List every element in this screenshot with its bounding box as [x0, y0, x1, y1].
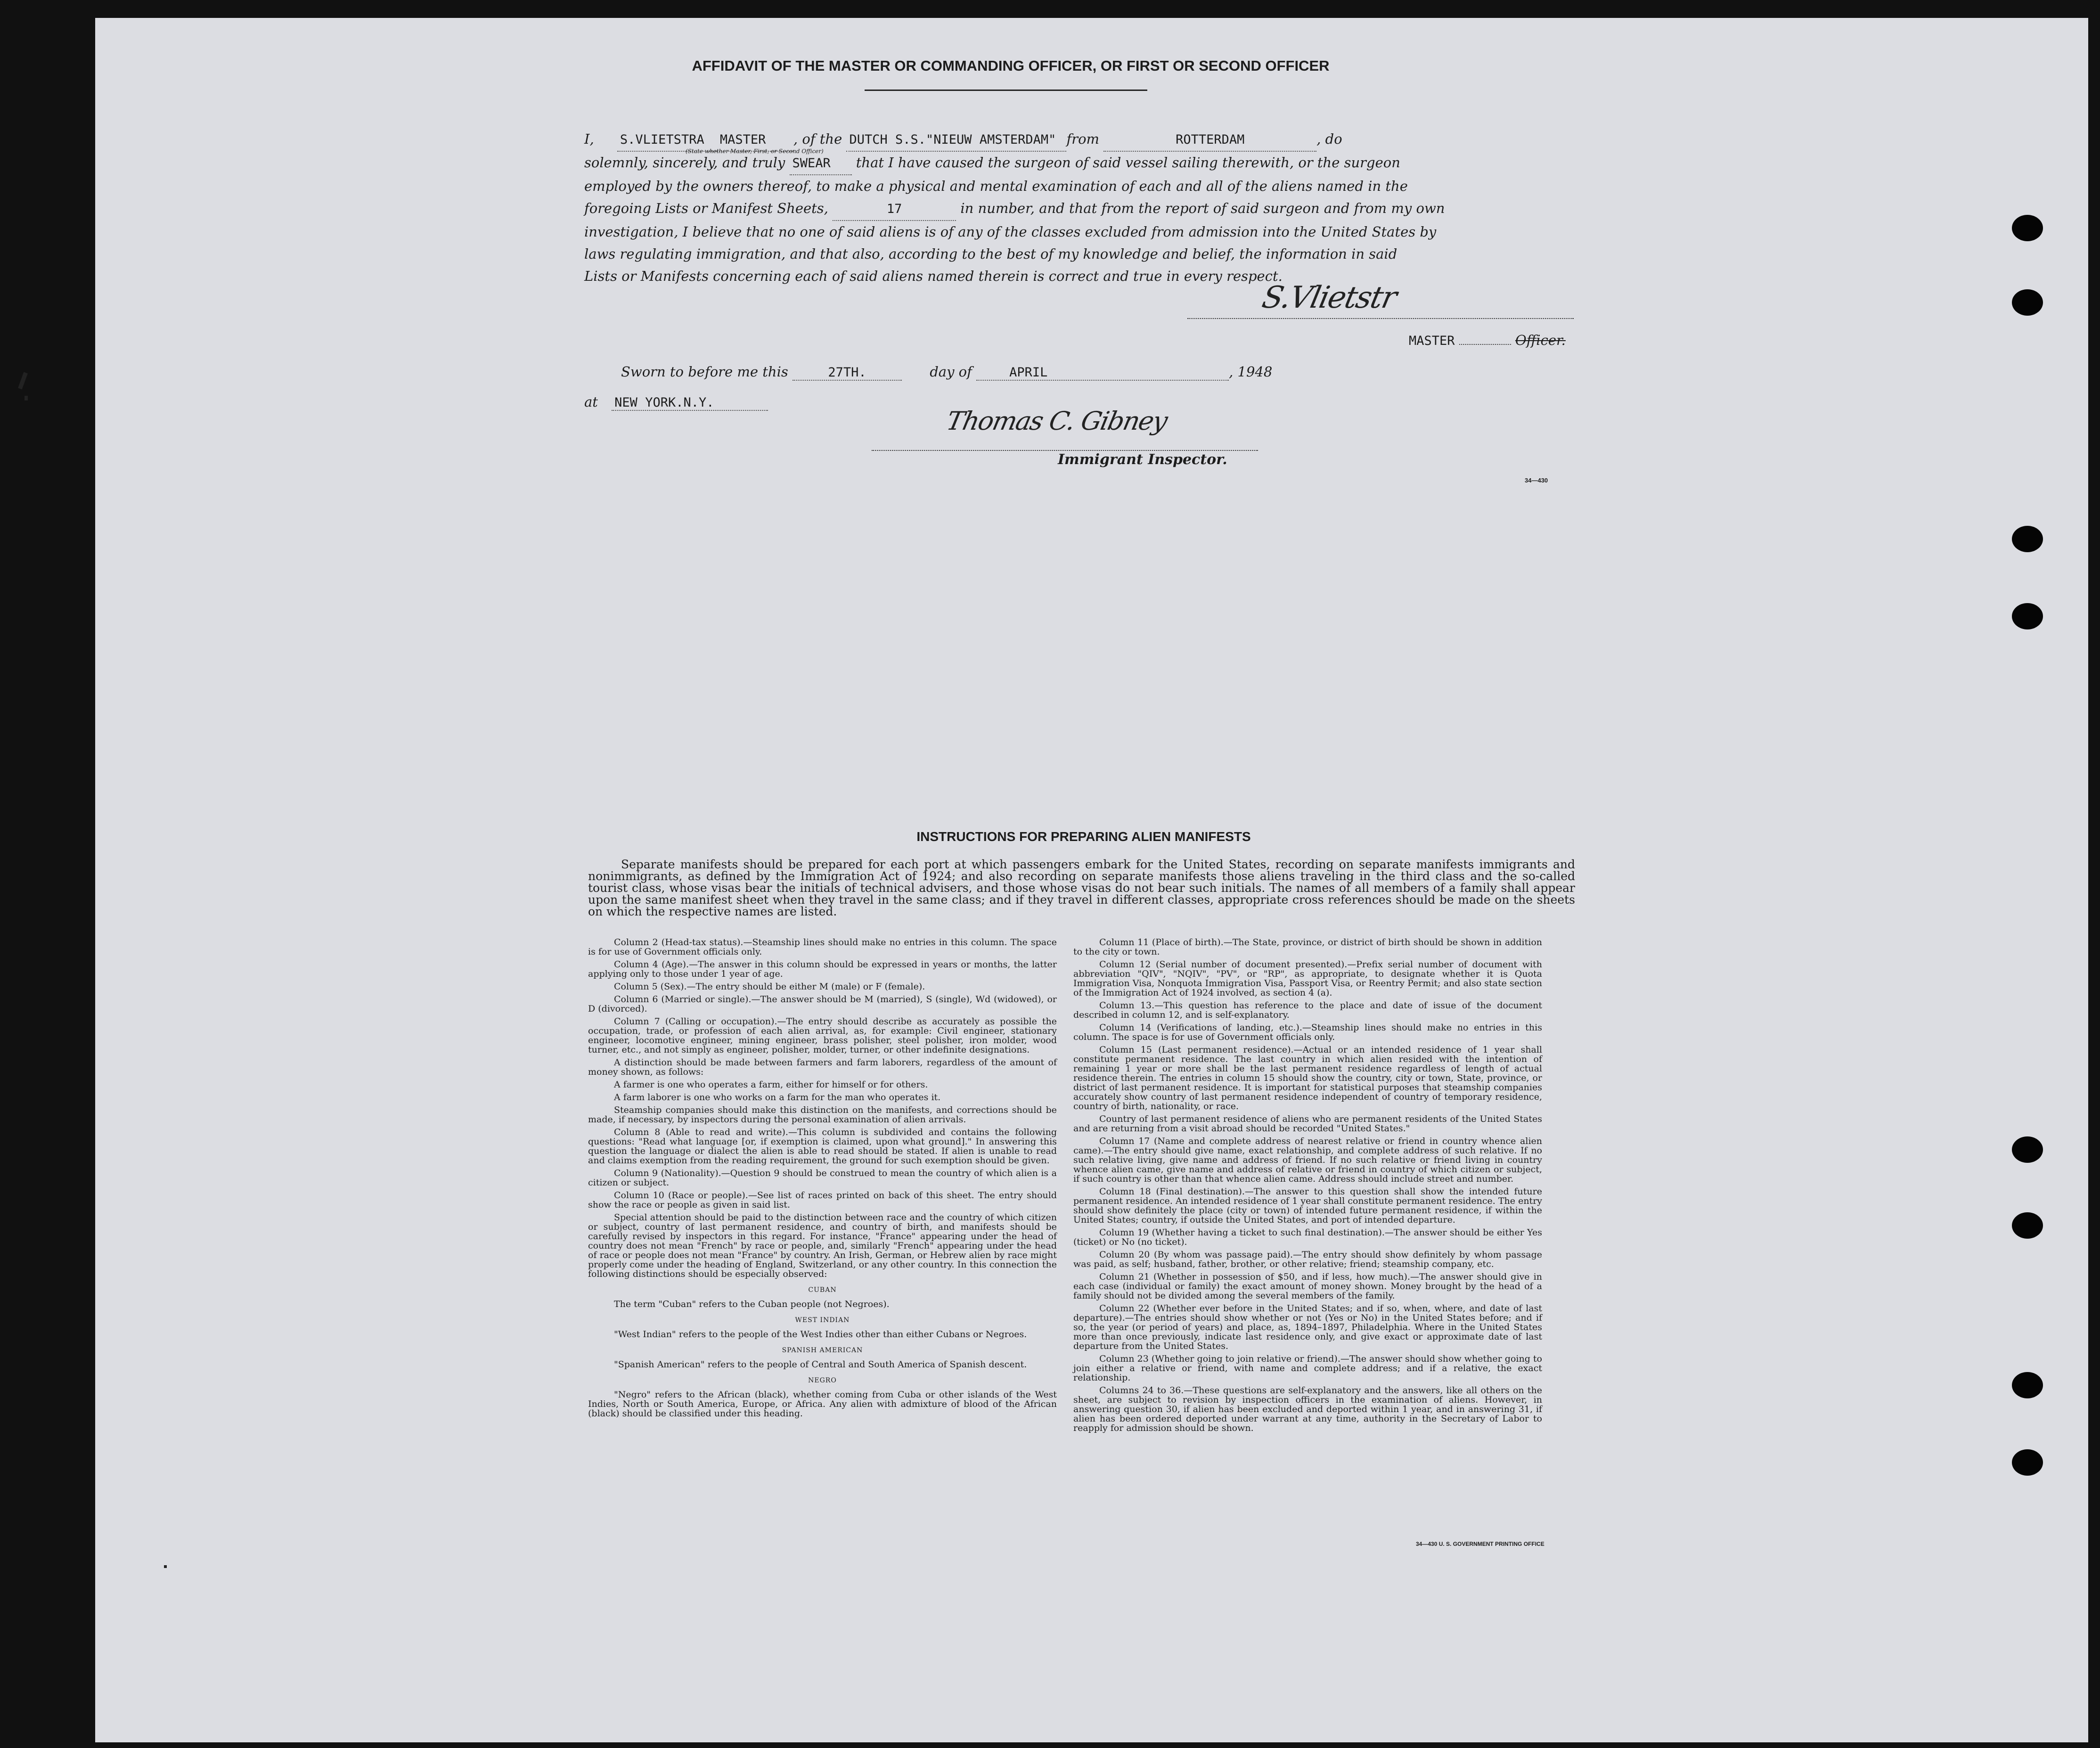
departure-port: ROTTERDAM: [1103, 129, 1316, 152]
of-the-text: , of the: [793, 131, 842, 147]
instruction-paragraph: Column 13.—This question has reference to the place and date of issue of the document described in column 12, and is self-explanatory.: [1073, 1000, 1542, 1020]
instruction-paragraph: A farm laborer is one who works on a farm for the man who operates it.: [614, 1092, 941, 1103]
master-signature-line: [1187, 318, 1574, 319]
instruction-paragraph: Column 6 (Married or single).—The answer should be M (married), S (single), Wd (widowed), or D (divorced).: [588, 994, 1057, 1014]
instructions-title: INSTRUCTIONS FOR PREPARING ALIEN MANIFESTS: [916, 829, 1251, 844]
punch-hole: [2012, 1136, 2043, 1163]
master-signature: S.Vlietstr: [1259, 280, 1399, 315]
instruction-paragraph: Column 7 (Calling or occupation).—The entry should describe as accurately as possible the occupation, trade, or profession of each alien arrival, as, for example: Civil engineer, stationary engineer, locomotive engineer, mining engineer, brass polisher, steel polisher, iron molder, wood turner, etc., and not simply as engineer, polisher, molder, turner, or other indefinite designations.: [588, 1016, 1057, 1055]
instruction-paragraph: Column 12 (Serial number of document presented).—Prefix serial number of document with abbreviation "QIV", "NQIV", "PV", or "RP", as appropriate, to designate whether it is Quota Immigration Visa, Nonquota Immigration Visa, Passport Visa, or Reentry Permit; and also state section of the Immigration Act of 1924 involved, as section 4 (a).: [1073, 959, 1542, 998]
do-text: , do: [1316, 131, 1342, 147]
stray-mark: [25, 396, 28, 400]
rank-note: (State whether Master, First, or Second Officer): [686, 148, 824, 155]
punch-hole: [2012, 1372, 2043, 1398]
instruction-paragraph: Special attention should be paid to the distinction between race and the country of which citizen or subject, country of last permanent residence, and country of birth, and manifests should be carefully revised by inspectors in this regard. For instance, "France" appearing under the head of country does not mean "French" by race or people, and, similarly "French" appearing under the head of race or people does not mean "France" by country. An Irish, German, or Hebrew alien by race might properly come under the heading of England, Switzerland, or any other country. In this connection the following distinctions should be especially observed:: [588, 1212, 1057, 1279]
instruction-paragraph: Column 14 (Verifications of landing, etc.).—Steamship lines should make no entries in this column. The space is for use of Government officials only.: [1073, 1022, 1542, 1042]
master-title-line: MASTER Officer.: [1409, 332, 1566, 348]
form-number: 34—430: [1525, 477, 1548, 484]
sheet-count: 17: [833, 198, 956, 221]
instruction-paragraph: A distinction should be made between farmers and farm laborers, regardless of the amount of money shown, as follows:: [588, 1057, 1057, 1077]
instruction-paragraph: Column 5 (Sex).—The entry should be either M (male) or F (female).: [614, 981, 925, 992]
instruction-paragraph: Column 11 (Place of birth).—The State, province, or district of birth should be shown in addition to the city or town.: [1073, 937, 1542, 957]
punch-hole: [2012, 215, 2043, 241]
sworn-month: APRIL: [976, 365, 1229, 381]
sworn-line: Sworn to before me this 27TH. day of APRIL , 1948: [621, 364, 1273, 380]
instructions-intro: Separate manifests should be prepared for each port at which passengers embark for the United States, recording on separate manifests immigrants and nonimmigrants, as defined by the Immigration Act of 1924; and also recording on separate manifests those aliens traveling in the third class and the so-called tourist class, whose visas bear the initials of technical advisers, and those whose visas do not bear such initials. The names of all members of a family shall appear upon the same manifest sheet when they travel in the same class; and if they travel in different classes, appropriate cross references should be made on the sheets on which the respective names are listed.: [588, 858, 1575, 918]
punch-hole: [2012, 289, 2043, 316]
negro-definition: "Negro" refers to the African (black), whether coming from Cuba or other islands of the West Indies, North or South America, Europe, or Africa. Any alien with admixture of blood of the African (black) should be classified under this heading.: [588, 1389, 1057, 1419]
instruction-paragraph: Steamship companies should make this distinction on the manifests, and corrections should be made, if necessary, by inspectors during the personal examination of alien arrivals.: [588, 1105, 1057, 1125]
inspector-signature-line: [872, 450, 1258, 451]
printing-office-footer: 34—430 U. S. GOVERNMENT PRINTING OFFICE: [1416, 1541, 1544, 1547]
instruction-paragraph: Column 15 (Last permanent residence).—Actual or an intended residence of 1 year shall constitute permanent residence. The last country in which alien resided with the intention of remaining 1 year or more shall be the last permanent residence regardless of length of actual residence therein. The entries in column 15 should show the country, city or town, State, province, or district of last permanent residence. It is important for statistical purposes that steamship companies accurately show country of last permanent residence independent of country of temporary residence, country of birth, nationality, or race.: [1073, 1045, 1542, 1111]
instruction-paragraph: Column 19 (Whether having a ticket to such final destination).—The answer should be either Yes (ticket) or No (no ticket).: [1073, 1227, 1542, 1247]
sworn-place-line: at NEW YORK.N.Y.: [584, 394, 768, 411]
spanish-american-heading: SPANISH AMERICAN: [782, 1347, 863, 1354]
cuban-definition: The term "Cuban" refers to the Cuban people (not Negroes).: [614, 1299, 890, 1309]
affidavit-line-5: investigation, I believe that no one of said aliens is of any of the classes excluded from admission into the United States by: [584, 224, 1437, 240]
affidavit-line-2: solemnly, sincerely, and truly SWEAR that I have caused the surgeon of said vessel sailing therewith, or the surgeon: [584, 152, 1574, 175]
west-indian-heading: WEST INDIAN: [795, 1316, 850, 1324]
west-indian-definition: "West Indian" refers to the people of the West Indies other than either Cubans or Negroes.: [614, 1329, 1027, 1340]
master-name: S.VLIETSTRA: [617, 129, 717, 152]
cuban-heading: CUBAN: [808, 1286, 837, 1294]
instruction-paragraph: Column 2 (Head-tax status).—Steamship lines should make no entries in this column. The space is for use of Government officials only.: [588, 937, 1057, 957]
instructions-right-column: [1073, 938, 1542, 1436]
affidavit-pronoun: I,: [584, 131, 594, 147]
stray-mark: [164, 1565, 167, 1568]
sworn-year: , 1948: [1229, 364, 1273, 380]
instructions-left-column: [588, 938, 1057, 1421]
instruction-paragraph: Column 17 (Name and complete address of nearest relative or friend in country whence alien came).—The entry should give name, exact relationship, and complete address of such relative. If no such relative living, give name and address of friend. If no such relative or friend living in country whence alien came, give name and address of relative or friend in country of which citizen or subject, if such country is other than that whence alien came. Address should include street and number.: [1073, 1136, 1542, 1184]
vessel-name: DUTCH S.S."NIEUW AMSTERDAM": [846, 129, 1066, 152]
instruction-paragraph: Column 18 (Final destination).—The answer to this question shall show the intended future permanent residence. An intended residence of 1 year shall constitute permanent residence. The entry should show definitely the place (city or town) of intended future permanent residence, if within the United States; country, if outside the United States, and port of intended departure.: [1073, 1186, 1543, 1225]
instruction-paragraph: Column 4 (Age).—The answer in this column should be expressed in years or months, the latter applying only to those under 1 year of age.: [588, 959, 1057, 979]
stray-mark: [18, 372, 28, 390]
punch-hole: [2012, 603, 2043, 629]
sworn-day: 27TH.: [793, 365, 902, 381]
affidavit-title: AFFIDAVIT OF THE MASTER OR COMMANDING OFFICER, OR FIRST OR SECOND OFFICER: [692, 57, 1330, 74]
inspector-signature: Thomas C. Gibney: [944, 406, 1170, 436]
punch-hole: [2012, 1449, 2043, 1476]
instruction-paragraph: Column 22 (Whether ever before in the United States; and if so, when, where, and date of last departure).—The entries should show whether or not (Yes or No) in the United States before; and if so, the year (or period of years) and place, as, 1894–1897, Philadelphia. Where in the United States more than once previously, indicate last residence only, and give exact or approximate date of last departure from the United States.: [1073, 1303, 1542, 1351]
affidavit-line-7: Lists or Manifests concerning each of said aliens named therein is correct and true in every respect.: [584, 268, 1283, 284]
instruction-paragraph: Country of last permanent residence of aliens who are permanent residents of the United States and are returning from a visit abroad should be recorded "United States.": [1073, 1114, 1542, 1134]
instruction-paragraph: Column 9 (Nationality).—Question 9 should be construed to mean the country of which alien is a citizen or subject.: [588, 1168, 1057, 1188]
instruction-paragraph: Column 23 (Whether going to join relative or friend).—The answer should show whether going to join either a relative or friend, with name and complete address; and if a relative, the exact relationship.: [1073, 1354, 1542, 1383]
oath-word: SWEAR: [790, 152, 852, 175]
instruction-paragraph: Column 20 (By whom was passage paid).—The entry should show definitely by whom passage was paid, as self; husband, father, brother, or other relative; friend; steamship company, etc.: [1073, 1250, 1542, 1269]
inspector-title: Immigrant Inspector.: [1058, 451, 1227, 468]
officer-rank: MASTER: [717, 129, 793, 152]
affidavit-line-3: employed by the owners thereof, to make a physical and mental examination of each and all of the aliens named in the: [584, 178, 1408, 194]
instruction-paragraph: Columns 24 to 36.—These questions are self-explanatory and the answers, like all others on the sheet, are subject to revision by inspection officers in the examination of aliens. However, in answering question 30, if alien has been excluded and deported within 1 year, and in answering 31, if alien has been ordered deported under warrant at any time, authority in the Secretary of Labor to reapply for admission should be shown.: [1073, 1385, 1542, 1433]
instruction-paragraph: Column 10 (Race or people).—See list of races printed on back of this sheet. The entry should show the race or people as given in said list.: [588, 1190, 1057, 1210]
punch-hole: [2012, 1212, 2043, 1239]
instruction-paragraph: Column 8 (Able to read and write).—This column is subdivided and contains the following questions: "Read what language [or, if exemption is claimed, upon what ground]." In answering this question the language or dialect the alien is able to read should be stated. If alien is unable to read and claims exemption from the reading requirement, the ground for such exemption should be given.: [588, 1127, 1057, 1166]
instruction-paragraph: Column 21 (Whether in possession of $50, and if less, how much).—The answer should give in each case (individual or family) the exact amount of money shown. Money brought by the head of a family should not be divided among the several members of the family.: [1073, 1272, 1542, 1301]
affidavit-line-6: laws regulating immigration, and that also, according to the best of my knowledge and belief, the information in said: [584, 246, 1397, 262]
negro-heading: NEGRO: [808, 1377, 837, 1384]
punch-hole: [2012, 526, 2043, 552]
instruction-paragraph: A farmer is one who operates a farm, either for himself or for others.: [614, 1079, 928, 1090]
spanish-american-definition: "Spanish American" refers to the people of Central and South America of Spanish descent.: [614, 1359, 1027, 1370]
title-rule: [865, 90, 1147, 91]
from-text: from: [1066, 131, 1100, 147]
sworn-place: NEW YORK.N.Y.: [612, 395, 768, 411]
affidavit-line-4: foregoing Lists or Manifest Sheets, 17 in number, and that from the report of said surgeon and from my own: [584, 197, 1574, 221]
